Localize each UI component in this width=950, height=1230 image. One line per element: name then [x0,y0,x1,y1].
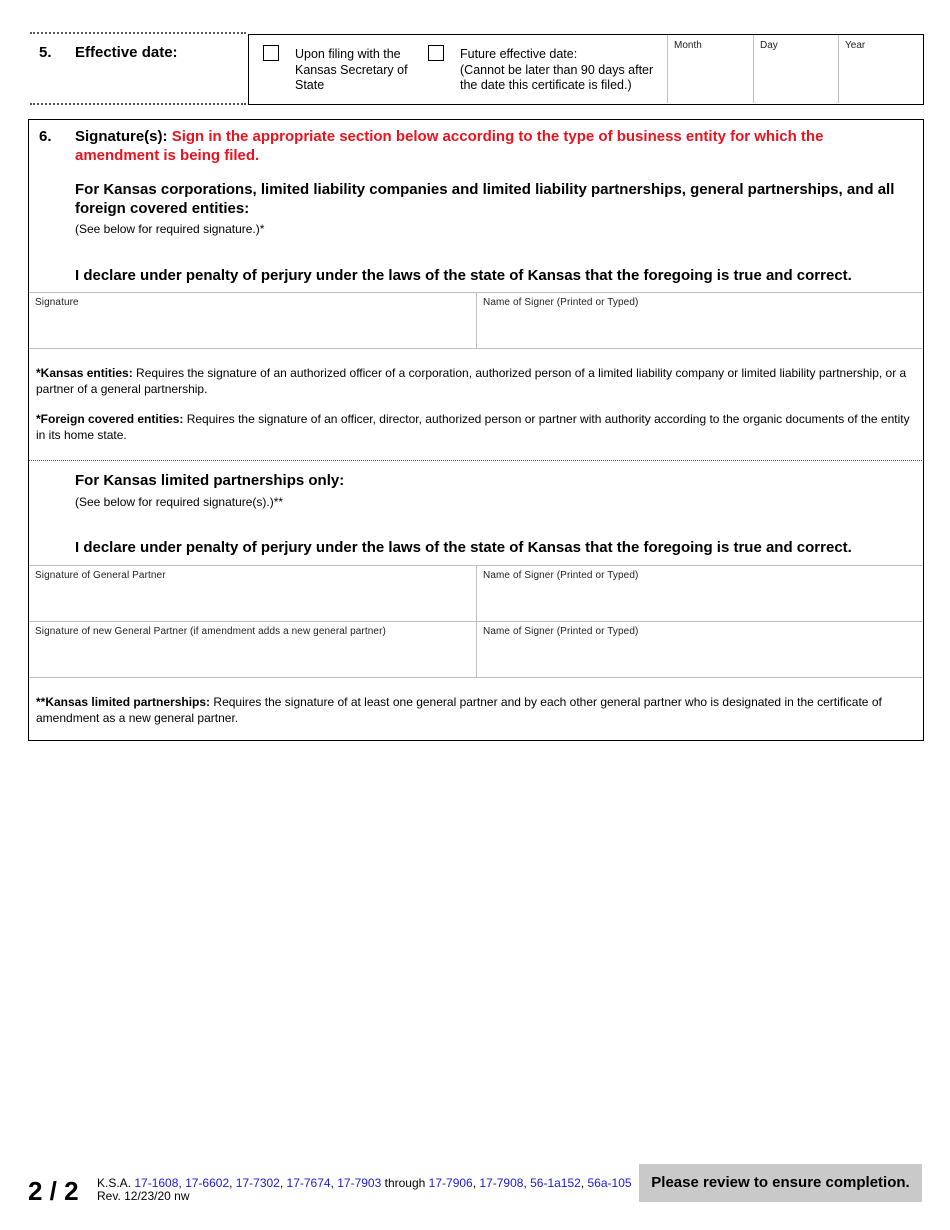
ksa-prefix: K.S.A. [97,1176,132,1190]
through-text: through [384,1176,426,1190]
future-date-title: Future effective date: [460,47,578,61]
new-gp-name-field[interactable] [476,621,922,677]
statute-link-1[interactable]: 17-1608 [134,1176,179,1190]
new-gp-signature-label: Signature of new General Partner (if amendment adds a new general partner) [35,626,386,637]
page-number: 2 / 2 [28,1176,79,1206]
revision-date: Rev. 12/23/20 nw [97,1189,190,1203]
signature-instruction [75,128,895,165]
section5-number: 5. [39,44,52,61]
day-label: Day [760,40,778,51]
future-date-label [460,47,665,94]
statute-link-4[interactable]: 17-7674 [286,1176,331,1190]
future-date-checkbox[interactable] [428,45,444,61]
foreign-entities-bold: *Foreign covered entities: [36,412,184,426]
signatures-instruction-text: Sign in the appropriate section below according to the type of business entity for which the amendment is being filed. [75,128,824,164]
month-label: Month [674,40,702,51]
statute-link-7[interactable]: 17-7908 [479,1176,524,1190]
section6-number: 6. [39,128,52,145]
upon-filing-checkbox[interactable] [263,45,279,61]
signer-name-field[interactable] [476,292,922,348]
lp-footnote-bold: **Kansas limited partnerships: [36,695,211,709]
effective-date-box [248,34,924,105]
signature-field[interactable] [29,292,476,348]
future-date-note: (Cannot be later than 90 days after the date this certificate is filed.) [460,62,654,92]
month-field[interactable] [667,35,754,103]
statute-link-2[interactable]: 17-6602 [185,1176,230,1190]
corp-declaration: I declare under penalty of perjury under the laws of the state of Kansas that the foregoing is true and correct. [75,267,852,284]
new-gp-name-label: Name of Signer (Printed or Typed) [483,626,639,637]
gp-signature-label: Signature of General Partner [35,570,166,581]
signature-label: Signature [35,297,79,308]
day-field[interactable] [753,35,839,103]
statute-link-3[interactable]: 17-7302 [235,1176,280,1190]
signatures-heading: Signature(s): [75,128,168,145]
lp-heading: For Kansas limited partnerships only: [75,472,345,489]
corp-heading: For Kansas corporations, limited liability companies and limited liability partnerships, general partnerships, and all foreign covered entities: [75,181,895,217]
gp-name-field[interactable] [476,565,922,621]
statute-link-5[interactable]: 17-7903 [337,1176,382,1190]
signatures-section [28,119,924,741]
kansas-entities-text: Requires the signature of an authorized officer of a corporation, authorized person of a limited liability company or limited liability partnership, or a partner of a general partnership. [36,366,907,396]
foreign-entities-note [36,412,916,443]
lp-footnote-text: Requires the signature of at least one general partner and by each other general partner who is designated in the certificate of amendment as a new general partner. [36,695,882,725]
kansas-entities-note [36,366,916,397]
kansas-entities-bold: *Kansas entities: [36,366,133,380]
statute-link-8[interactable]: 56-1a152 [530,1176,581,1190]
signer-name-label: Name of Signer (Printed or Typed) [483,297,639,308]
foreign-entities-text: Requires the signature of an officer, director, authorized person or partner with authority according to the organic documents of the entity in its home state. [36,412,910,442]
upon-filing-label: Upon filing with the Kansas Secretary of State [295,47,408,92]
statute-references: K.S.A. 17-1608, 17-6602, 17-7302, 17-7674, 17-7903 through 17-7906, 17-7908, 56-1a152, 56a-105 Rev. 12/23/20 nw [97,1176,632,1203]
effective-date-label: Effective date: [75,44,178,61]
gp-name-label: Name of Signer (Printed or Typed) [483,570,639,581]
review-completion-button[interactable]: Please review to ensure completion. [639,1164,922,1202]
lp-note: (See below for required signature(s).)** [75,495,284,509]
corp-note: (See below for required signature.)* [75,222,265,236]
new-gp-signature-field[interactable] [29,621,476,677]
year-label: Year [845,40,866,51]
lp-footnote [36,695,916,726]
statute-link-6[interactable]: 17-7906 [428,1176,473,1190]
year-field[interactable] [838,35,924,103]
gp-signature-field[interactable] [29,565,476,621]
statute-link-9[interactable]: 56a-105 [587,1176,632,1190]
lp-declaration: I declare under penalty of perjury under the laws of the state of Kansas that the foregoing is true and correct. [75,539,852,556]
